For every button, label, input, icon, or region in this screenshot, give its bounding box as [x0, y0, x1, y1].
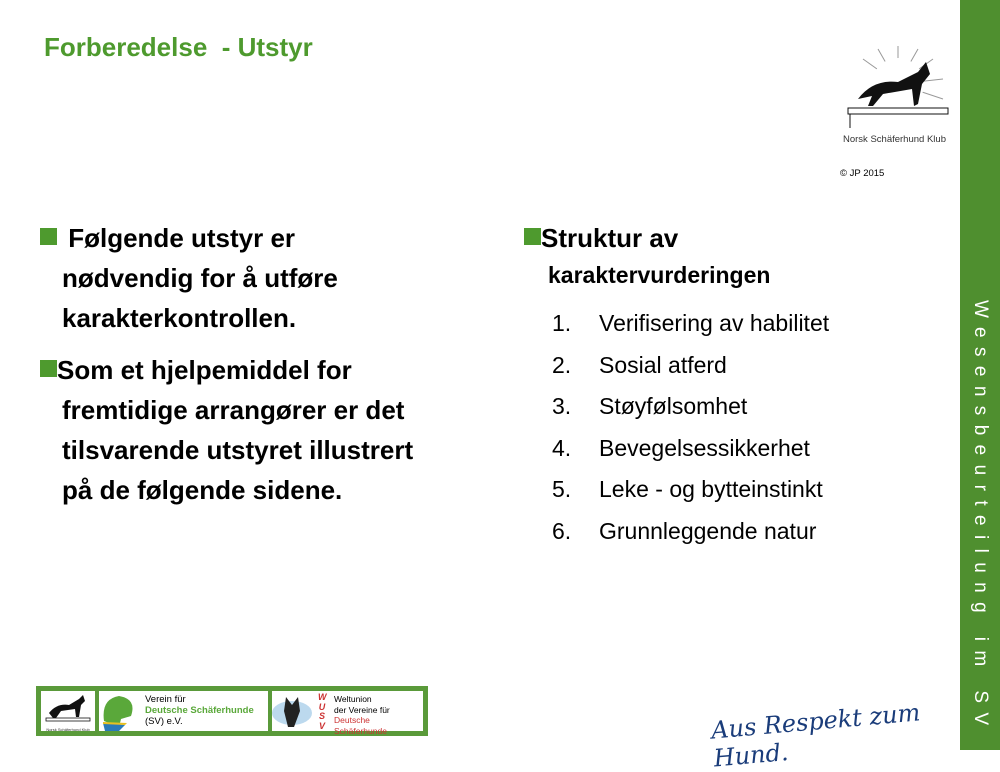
- slogan: Aus Respekt zum Hund.: [710, 698, 922, 772]
- list-item: [552, 345, 829, 387]
- sv-line: Verein für: [145, 694, 186, 705]
- wusv-logo: [270, 689, 425, 736]
- item-number: 6.: [552, 517, 572, 544]
- item-text: Verifisering av habilitet: [599, 310, 830, 336]
- sv-line: (SV) e.V.: [145, 716, 183, 727]
- bullet-line: Følgende utstyr er: [61, 223, 296, 253]
- footer-logo-strip: [36, 686, 428, 736]
- slide-title: Forberedelse - Utstyr: [44, 32, 313, 62]
- bullet-line: Som et hjelpemiddel for: [57, 355, 352, 385]
- dog-logo: [838, 44, 958, 144]
- item-text: Bevegelsessikkerhet: [599, 434, 810, 461]
- dog-icon: [41, 691, 95, 725]
- bullet-line: karakterkontrollen.: [62, 303, 297, 333]
- logo-caption: Norsk Schäferhund Klub: [843, 134, 946, 145]
- item-text: Sosial atferd: [599, 351, 727, 378]
- bullet-line: tilsvarende utstyret illustrert: [62, 435, 414, 465]
- sv-emblem-icon: [99, 691, 139, 733]
- nsk-caption: Norsk Schäferhund Klub: [46, 727, 90, 732]
- bullet-line: nødvendig for å utføre: [62, 263, 338, 293]
- item-number: 4.: [552, 434, 572, 461]
- list-item: [552, 469, 829, 511]
- item-text: Leke - og bytteinstinkt: [599, 476, 823, 503]
- structure-heading: [524, 218, 770, 292]
- wusv-line: Deutsche Schäferhunde: [334, 715, 387, 736]
- list-item: [552, 386, 829, 428]
- bullet-aid: [40, 350, 413, 510]
- structure-list: [552, 303, 829, 553]
- wusv-letters: WUSV: [318, 692, 327, 731]
- wusv-line: Weltunion: [334, 694, 372, 704]
- sv-line: Deutsche Schäferhunde: [145, 705, 254, 716]
- bullet-line: fremtidige arrangører er det: [62, 395, 405, 425]
- sv-logo: [97, 689, 270, 733]
- nsk-logo: [39, 689, 97, 733]
- heading-line: Struktur av: [541, 223, 679, 253]
- wusv-line: der Vereine für: [334, 704, 390, 715]
- item-number: 2.: [552, 351, 572, 378]
- copyright: © JP 2015: [840, 168, 885, 179]
- bullet-square-icon: [40, 360, 57, 377]
- bullet-square-icon: [40, 228, 57, 245]
- item-number: 1.: [552, 310, 572, 336]
- item-number: 5.: [552, 476, 572, 503]
- bullet-square-icon: [524, 228, 541, 245]
- bullet-equipment: [40, 218, 338, 338]
- bullet-line: på de følgende sidene.: [62, 475, 343, 505]
- sidebar-vertical-text: Wesensbeurteilung im SV: [970, 300, 991, 735]
- list-item: [552, 428, 829, 470]
- item-text: Støyfølsomhet: [599, 393, 748, 420]
- list-item: [552, 511, 829, 553]
- heading-line: karaktervurderingen: [548, 262, 771, 288]
- list-item: [552, 303, 829, 345]
- item-text: Grunnleggende natur: [599, 517, 817, 544]
- item-number: 3.: [552, 393, 572, 420]
